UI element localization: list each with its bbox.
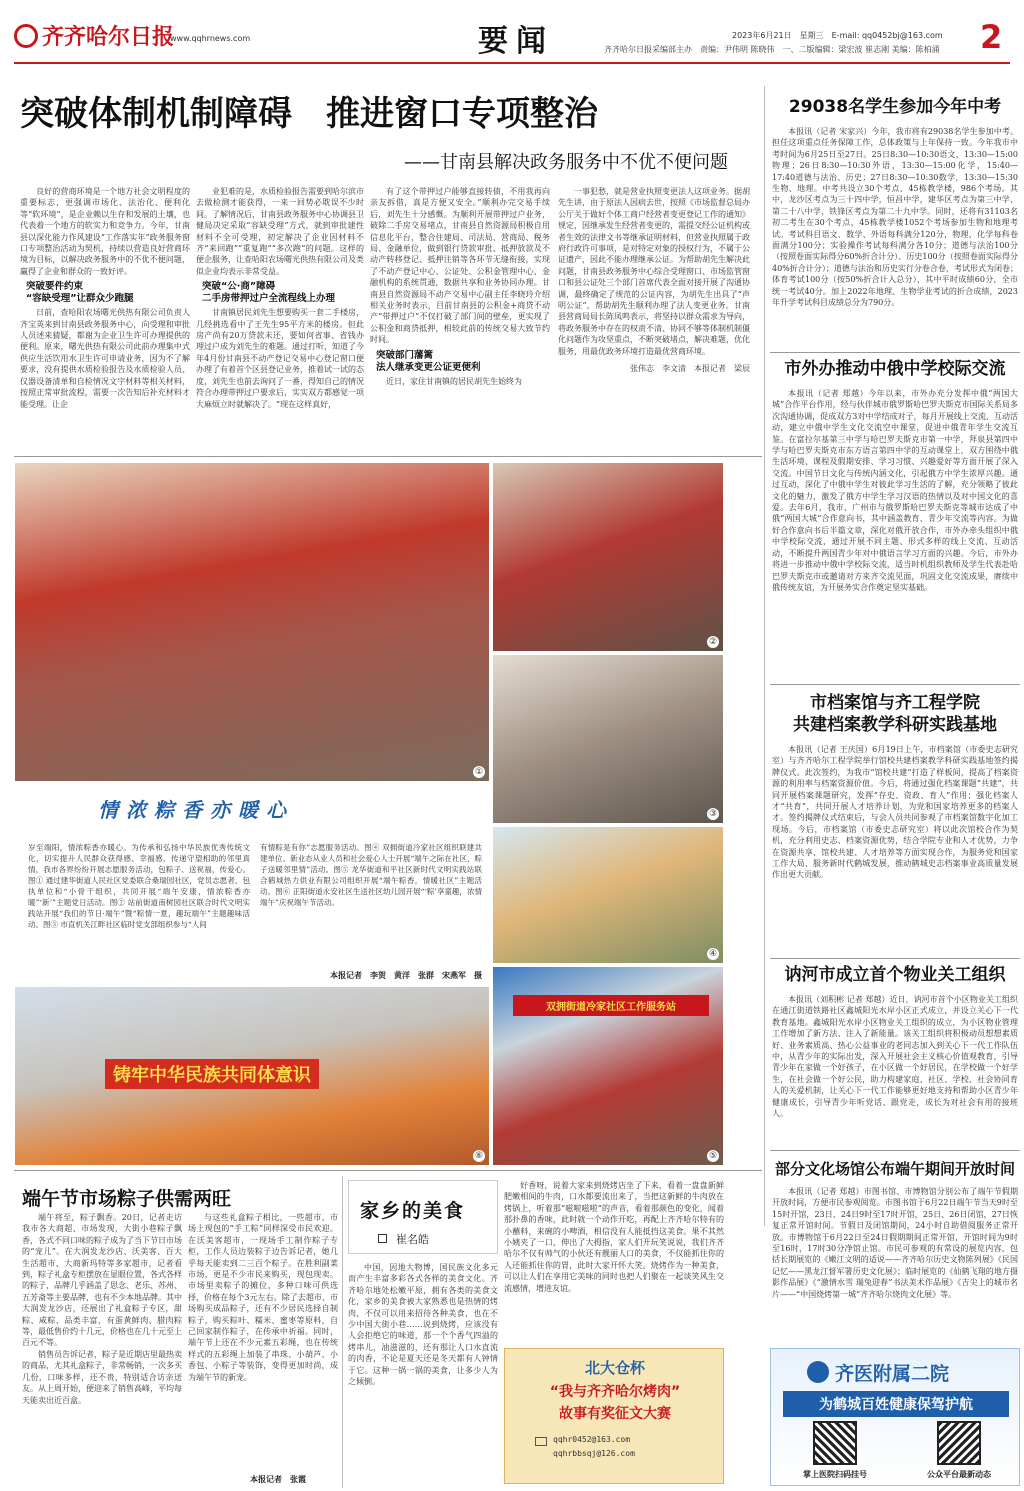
lead-credit: 张伟志 李文清 本报记者 梁辰 xyxy=(630,364,750,374)
lead-col-1: 良好的营商环境是一个地方社会文明程度的重要标志，更强调市场化、法治化、便利化等“软环境”，是企业赖以生存和发展的土壤，也代表着一个地方的软实力和竞争力。今年，甘南县以深化能力作风建设“工作落实年”政务服务窗口专项整治活动为契机，持续以营造良好营商环境为目标，以解决政务服务中的不优不便问题，赢得了企业和群众的一致好评。 突破要件约束 “容缺受理”让群众少跑腿 日前，查哈阳农场曙光供热有限公司负责人齐宝英来到甘南县政务服务中心，向受理和审批人员述来猜疑，都谢为企业卫生许可办理提供的便利。原来，曙光供热有限公司此前办理集中式供应生活饮用水卫生许可申请业务，因为不了解要求，没有提供水质检验报告及水质检验人员、仪器设备清单和自检情况文字材料等相关材料，按照正常审批流程，需要一次告知后补充材料才能受理。让企 xyxy=(20,187,190,409)
promo-email: qqhr0452@163.com xyxy=(553,1435,631,1444)
masthead xyxy=(0,0,1024,62)
email-icon xyxy=(535,1437,547,1446)
promo-title: 北大仓杯 xyxy=(584,1359,645,1377)
banner-text: 铸牢中华民族共同体意识 xyxy=(105,1059,319,1089)
qr-label-1: 掌上医院扫码挂号 xyxy=(803,1470,867,1479)
site-url: www.qqhrnews.com xyxy=(170,34,251,43)
right-article-1: 本报讯（记者 宋家兴）今年，我市将有29038名学生参加中考。担任这项重点任务保障工作，总体政策与上年保持一致。今年我市中考时间为6月25日至27日。25日8:30—10:30语文，13:30—15:00物理；26日8:30—10:30外语，13:30—15:00化学，15:40—17:40道德与法治、历史；27日8:30—10:30数学，13:30—15:30生物、地理。中考共设立30个考点、45栋教学楼，986个考场。其中，龙沙区考点为三十四中学，恒昌中学，建华区考点为第三中学、第二十八中学，铁锋区考点为第二十九中学。同时，还将有31103名初二考生在30个考点，45栋教学楼1052个考场参加生物和地理考试。考试科目语文、数学、外语每科满分120分，物理、化学每科卷面满分100分；实验操作考试每科满分各10分；道德与法治100分（按照卷面实际得分60%折合计分）、历史100分（按照卷面实际得分40%折合计分）；道德与法治和历史实行分卷合卷，考试形式为闭卷；体育考试100分（按50%折合计入总分），其中平时成绩60分，全市统一考试40分。加上2022年地理、生物学业考试的折合成绩，2023年升学考试科目成绩总分为790分。 xyxy=(772,127,1018,308)
column-author: 崔名皓 xyxy=(396,1233,429,1246)
editor-line: 齐齐哈尔日报采编部主办 责编：尹伟明 陈晓伟 一、二版编辑：梁宏波 崔志刚 美编：陈柏涌 xyxy=(604,45,940,54)
promo-line-2: 故事有奖征文大赛 xyxy=(559,1406,671,1422)
lead-subtitle: ——甘南县解决政务服务中不优不便问题 xyxy=(404,152,728,173)
newspaper-logo: 齐齐哈尔日报 xyxy=(42,24,175,50)
column-author-icon xyxy=(378,1234,387,1243)
right-article-5: 本报讯（记者 郑越）市图书馆、市博物馆分别公布了端午节假期开放时间，方便市民参观阅览。市图书馆于6月22日端午节当天9时至15时开馆，23日、24日9时至17时开馆，25日、26日闭馆，27日恢复正常开馆时间。节假日及闭馆期间，24小时自助借阅服务正常开放。市博物馆于6月22日至24日假期期间正常开馆，开馆时间为9时至16时，17时30分净馆止馆。市民可参观的有常设的展览内容，包括长期展览的《嫩江文明的适说——齐齐哈尔历史文物陈列展》《民国记忆——黑龙江督军署历史文化展》；临时展览的《仙鹤飞翔的地方摄影作品展》《“激情水雪 瑞兔迎春”书法美术作品展》《吉尖上的城市名片——“中国烧烤第一城”齐齐哈尔烧肉文化展》等。 xyxy=(772,1187,1018,1299)
photo-6: 铸牢中华民族共同体意识 ⑥ xyxy=(14,986,490,1166)
promo-email-2: qqhrbbsqj@126.com xyxy=(553,1449,635,1458)
right-title-2: 市外办推动中俄中学校际交流 xyxy=(784,359,1006,379)
qr-code-1[interactable] xyxy=(813,1421,857,1465)
hospital-ad xyxy=(770,1348,1020,1486)
page-number: 2 xyxy=(980,18,1003,56)
hospital-logo-icon xyxy=(807,1361,829,1383)
right-article-2: 本报讯（记者 郑越）今年以来，市外办充分发挥中俄“两国大城”合作平台作用，经与伙伴城市俄罗斯哈巴罗夫斯克市国际关系局多次沟通协调，促成双方3对中学结成对子，每月开展线上交流、互动活动，建立中俄中学生文化交流空中课堂，促进中俄青年学生交流互鉴。在富拉尔基第三中学与哈巴罗夫斯克市第一中学，拜泉县第四中学与哈巴罗夫斯克市东方语言第四中学的互动课堂上，双方围绕中俄生活环境、课程及假期安排、学习习惯、兴趣爱好等方面开展了深入交流。中国节日文化与传统内涵文化，引起俄方中学生浓厚兴趣。通过互动，深化了中俄中学生对彼此学习生活的了解，充分领略了彼此文化的魅力，激发了俄方中学生学习汉语的热情以及对中国文化的喜爱。去年6月，我市、广州市与俄罗斯哈巴罗夫斯克等城市达成了中俄“两国大城”合作意向书，其中涵盖教育、青少年交流等内容。为做好合作意向书后半篇文章，深化对俄开放合作，市外办牵头组织中俄中学校际交流，通过开展不同主题、形式多样的线上交流、互动活动，不断提升两国青少年对中俄语言学习方面的兴趣。今后，市外办将进一步推动中俄中学校际交流，适当时机组织教师及学生代表赴哈巴罗夫斯克市或邀请对方来齐交流见面，巩固文化交流成果，赓续中俄传统友谊，为开展务实合作奠定坚实基础。 xyxy=(772,389,1018,592)
lead-col-4: 一事犯愁，就是营业执照变更法人这项业务。据胡先生讲，由于原法人因病去世，按照《市场监督总局办公厅关于做好个体工商户经营者变更登记工作的通知》规定，因继承发生经营者变更的，需提交经公证机构或者生效的法律文书等继承证明材料，但营业执照属于政府行政许可事项，是对特定对象的授权行为，不属于公证遗产，因此不能办理继承公证。为帮助胡先生解决此问题，甘南县政务服务中心综合受理窗口、市场监管窗口和县公证处三个部门首席代表全面对接开展了沟通协调，最终确定了规范的公证内容，为胡先生出具了“声明公证”，帮助胡先生顺利办理了法人变更业务。甘南县营商局局长陈凤鸣表示，将坚持以群众需求为导向，将政务服务中存在的权责不清、协同不够等体制机制僵化问题作为攻坚重点，不断突破堵点，解决难题，优化服务，用最优政务环境打造最优营商环境。 张伟志 李文清 本报记者 梁辰 xyxy=(558,187,750,374)
masthead-rule xyxy=(14,62,1010,64)
column-title: 家乡的美食 xyxy=(360,1200,466,1222)
column-col-1: 中国，因地大物博，国民族文化多元而产生丰富多彩各式各样的美食文化。齐齐哈尔地处松嫩平原，拥有各类的美食文化，家乡的美食被大家熟悉也是热情的烤肉，不仅可以用来招待各种美食，也在不少中国大街小巷……说到烧烤，应该没有人会拒绝它的味道，那一个个香气四溢的烤串儿，油滋滋的，还有那让人口水直流的肉香，不论是夏天还是冬天都有人钟情于它。这种一锅一锅的美食，让多少人为之倾倒。 xyxy=(348,1263,498,1387)
right-article-4: 本报讯（刘积彬 记者 郑越）近日，讷河市首个小区物业关工组织在通江街道铁路社区鑫城阳光水岸小区正式成立，并设立关心下一代教育基地。鑫城阳光水岸小区物业关工组织的成立，为小区物业管理工作增加了新方法、注入了新能量。该关工组织将积极动员想想素质好、业务素质高、热心公益事业的老同志加入到关心下一代工作队伍中，从青少年的实际出发，深入开展社会主义核心价值观教育，引导青少年在家做一个好孩子，在小区做一个好居民，在学校做一个好学生，在社会做一个好公民，助力构建家庭、社区、学校、社会协同育人的关爱机制，让关心下一代工作能够更好地支持和帮助小区青少年健康成长，引导青少年听党话、跟党走，成长为对社会有用的接班人。 xyxy=(772,995,1018,1119)
market-title: 端午节市场粽子供需两旺 xyxy=(22,1188,232,1210)
photo-4: ④ xyxy=(492,826,724,964)
photo-caption-box xyxy=(14,784,490,984)
column-col-2: 好香呀，说着大家来到烧烤店坐了下来，看着一盘盘新鲜肥嫩相间的牛肉，口水都要流出来了，当把这新鲜的牛肉放在烤锅上，听着那“嗞啦嗞啦”的声音，看着那颜色的变化，闻着那扑鼻的香味，此时就一个动作开吃，再配上齐齐哈尔特有的小蘸料，来碗的小啤酒，相信没有人能抵挡这美食。果不其然小姨夹了一口，伸出了大拇指，家人们开玩笑说说，我们齐齐哈尔不仅有帅气的小伙还有靓丽人口的美食，不仅能抓住你的人还能抓住你的胃，此时大家开怀大笑。烧烤作为一种美食，可以让人们在享用它美味的同时也把人们聚在一起谈笑风生交流感情，增进友谊。 xyxy=(504,1181,724,1293)
newspaper-logo-icon xyxy=(14,24,38,48)
photo-2: ② xyxy=(492,462,724,652)
lead-title: 突破体制机制障碍 推进窗口专项整治 xyxy=(20,94,598,134)
date-line: 2023年6月21日 星期三 E-mail: qq0452bj@163.com xyxy=(732,31,943,40)
lead-col-2: 业犯难的是，水质检验报告需要到哈尔滨市去做检测才能获得，一来一回势必耽误不少时间。了解情况后，甘南县政务服务中心协调县卫健局决定采取“容缺受理”方式，就到审批建性材料不全可受理，初定解决了企业因材料不齐“来回跑”“重复跑”“多次跑”的问题。这样的便企服务，让查哈阳农场曙光供热有限公司及类似企业均表示非常受益。 突破“公·商”障碍 二手房带押过户全流程线上办理 甘南镇居民刘先生想要购买一套二手楼房，几经挑选看中了王先生95平方米的楼房。但此房产尚有20万贷款未还，要如何省事、省钱办理过户成为刘先生的难题。通过打听，知道了今年4月份甘南县不动产登记交易中心登记窗口便办理了有着首个区县登记业务，推着试一试的态度，刘先生也前去询问了一番，得知自己的情况符合办理带押过户要求后，实实双方都感觉一项大麻烦立时就解决了。“现在这样真好， xyxy=(196,187,364,409)
service-station-sign: 双拥街道冷家社区工作服务站 xyxy=(513,995,709,1016)
lead-subhead-3: 突破部门藩篱 法人继承变更公证更便利 xyxy=(376,349,481,373)
photo-feature-title: 情浓粽香亦暖心 xyxy=(98,798,294,822)
caption-left: 岁至端阳，情浓粽香亦暖心。为传承和弘扬中华民族优秀传统文化，切实提升人民群众获得感、幸福感，传递守望相助的邻里真情，我市各界纷纷开展志愿服务活动，包粽子、送祝福，传爱心。图① 通过建华街道人民社区党委联合桑瑞园社区，党员志愿者、包执单位和“小骨干组织，共同开展“端午安康，情浓粽香亦暖”‘新’”主题党日活动。图② 站前街道南树园社区联合时代文明实践站开展“我们的节日·端午”暨“粽情一夏，趣玩端午”主题趣味活动。图③ 市直机关江畔社区临时党支部组织参与“人间 xyxy=(28,843,250,929)
market-col-2: 与这些礼盒粽子相比，一些超市、市场上现包的“手工粽”同样深受市民欢迎。在沃美客超市，一现场手工制作粽子专柜，工作人员边装粽子边告诉记者，她几乎每天能卖到二三百个粽子。在胜利副菜市场，更是不少市民来购买，现包现卖。市场里卖粽子的摊位，多种口味可供选择，价格在每个3元左右。除了去超市、市场购买成品粽子，还有不少居民选择自制粽子，购买粽叶、糯米、蜜枣等原料，自己回家制作粽子，在传承中祈福。同时，端午节上还在不少元素五彩绳，也在传统样式的五彩绳上加装了串珠、小葫芦、小香包、小粽子等装饰，变得更加时尚，成为端午节的新宠。 xyxy=(188,1213,338,1382)
promo-line-1: “我与齐齐哈尔烤肉” xyxy=(549,1384,681,1400)
section-title: 要闻 xyxy=(478,24,554,59)
market-col-1: 端午将至，粽子飘香。20日，记者走访我市各大商超、市场发现，大街小巷粽子飘香，各式不同口味的粽子成为了当下节日市场的“宠儿”。在大润发龙沙店、沃美客、百大生活超市、大商新玛特等多家超市，记者看到，粽子礼盒专柜摆放在显眼位置，各式各样的粽子，品牌几乎涵盖了思念、老乐、苏州、五芳斋等主要品牌，也有不少本地品牌。其中大润发龙沙店，还展出了礼盒粽子专区，甜粽、咸粽、品类丰富，有蛋黄鲜肉、腊肉粽等，最低售价约十几元，价格也在几十元至上百元不等。 销售员告诉记者，粽子是近期店里最热卖的商品，尤其礼盒粽子，非常畅销，一次多买几份，口味多样，还不贵，特别适合访亲送友。从上周开始，便迎来了销售高峰，平均每天能卖出近百盒。 xyxy=(22,1213,182,1405)
essay-contest-promo xyxy=(504,1348,724,1484)
right-title-4: 讷河市成立首个物业关工组织 xyxy=(784,965,1006,985)
caption-right: 有情粽是有你”志愿服务活动。图④ 双拥街道冷家社区组织联建共建单位、新业态从业人员和社会爱心人士开展“端午之际在社区，粽子送暖邻里情”活动。图⑤ 龙华街道和平社区新时代文明实践站联合鹤城热力供业有限公司组织开展“端午粽香，情暖社区”主题活动。图⑥ 正阳街道永安社区生送社区幼儿园开展“‘粽’享童趣，浓情端午”庆祝端午节活动。 xyxy=(260,843,482,907)
photo-3: ③ xyxy=(492,654,724,824)
photo-credit: 本报记者 李贺 黄洋 张群 宋燕军 摄 xyxy=(330,971,482,980)
photo-5: 双拥街道冷家社区工作服务站 ⑤ xyxy=(492,966,724,1166)
hospital-slogan: 为鹤城百姓健康保驾护航 xyxy=(783,1391,1009,1417)
right-article-3: 本报讯（记者 王庆国）6月19日上午，市档案馆（市委史志研究室）与齐齐哈尔工程学院举行馆校共建档案教学科研实践基地签约揭牌仪式。此次签约，为我市“馆校共建”打造了样板间，提高了档案资源的利用率与档案资源价值。今后，将通过强化档案课题“共建”，共同开展档案课题研究，发挥“存史、资政、育人”作用；强化档案人才“共育”，共同开展人才培养计划，为党和国家培养更多的档案人才。签约揭牌仪式结束后，与会人员共同参观了市档案馆数字化加工现场。今后，市档案馆（市委史志研究室）将以此次馆校合作为契机，充分利用史志、档案资源优势，结合学院专业和人才优势，力争在资源共享、馆校共建、人才培养等方面实现合作，为服务党和国家工作大局、服务新时代鹤城发展，推动鹤城史志档案事业高质量发展作出更大贡献。 xyxy=(772,745,1018,880)
qr-code-2[interactable] xyxy=(937,1421,981,1465)
qr-label-2: 公众平台最新动态 xyxy=(927,1470,991,1479)
market-credit: 本报记者 张霞 xyxy=(250,1475,306,1484)
hospital-brand: 齐医附属二院 xyxy=(835,1363,950,1385)
lead-col-3: 有了这个带押过户能够直接转债，不用我再向亲友拆借，真是方便又安全。”顺利办完交易手续后，刘先生十分感慨。为顺利开展带押过户业务，破除二手房交易堵点，甘南县自然资源局积极自用信息化平台，整合住建局、司法局、营商局、税务局、金融单位，做到银行贷款审批、抵押放款及不动产转移登记、抵押注销等各环节无缝衔接，实现了不动产登记中心、公证处、公积金管理中心、金融机构的系统贯通，数据共享和业务协同办理。甘南县自然资源局不动产交易中心副主任李晓玲介绍相关业务时表示，目前甘南县的公积金+商贷不动产“带押过户”不仅打破了部门间的壁垒，更实现了公积金和商贷抵押，相较此前的传统交易大致节约时间。 突破部门藩篱 法人继承变更公证更便利 近日，家住甘南镇的居民胡先生始终为 xyxy=(370,187,550,386)
photo-1: ① xyxy=(14,462,490,782)
lead-subhead-2: 突破“公·商”障碍 二手房带押过户全流程线上办理 xyxy=(202,281,336,305)
lead-subhead-1: 突破要件约束 “容缺受理”让群众少跑腿 xyxy=(26,281,134,305)
right-title-3: 市档案馆与齐工程学院 共建档案教学科研实践基地 xyxy=(793,693,997,735)
right-title-1: 29038名学生参加今年中考 xyxy=(788,97,1002,117)
right-title-5: 部分文化场馆公布端午期间开放时间 xyxy=(774,1160,1015,1178)
